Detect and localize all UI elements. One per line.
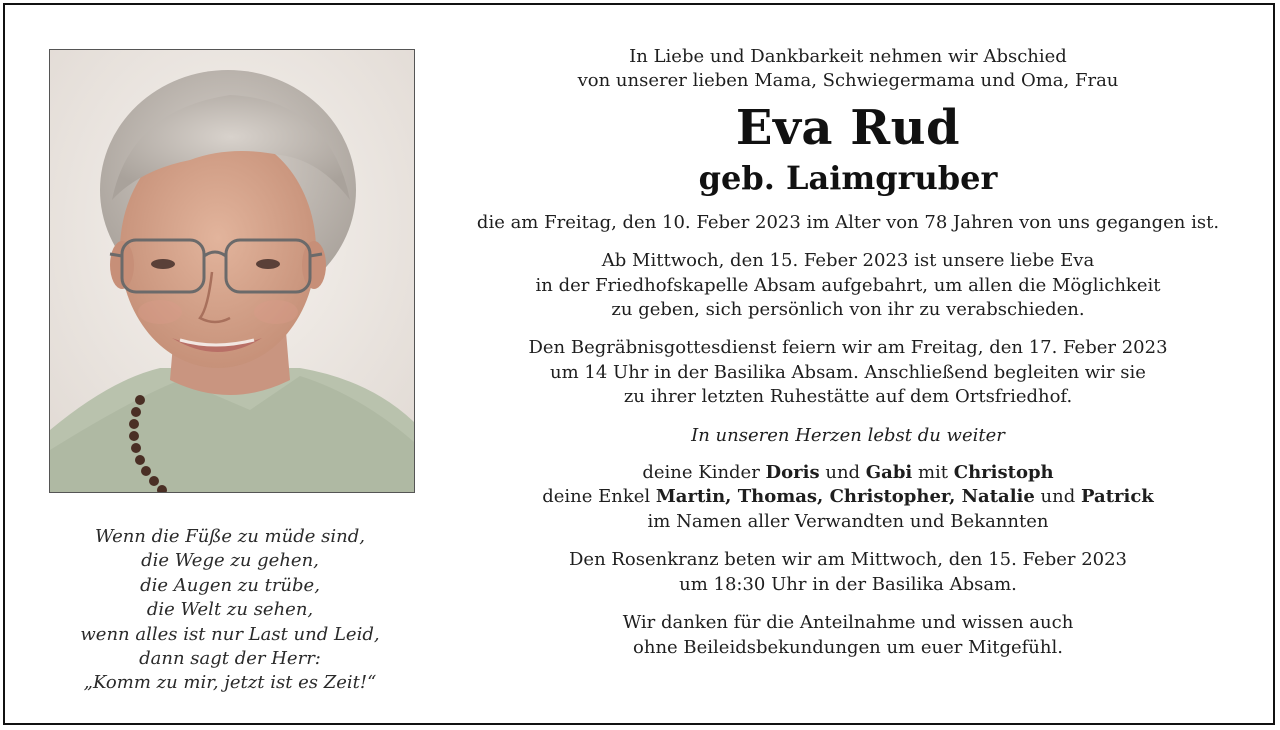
intro-line: von unserer lieben Mama, Schwiegermama und Oma, Frau (577, 70, 1119, 92)
children-line (443, 461, 1253, 485)
poem-line: die Augen zu trübe, (140, 574, 320, 596)
thanks-line: Wir danken für die Anteilnahme und wissen auch (622, 612, 1074, 634)
grandchildren-prefix: deine Enkel (542, 486, 656, 508)
grandchildren-line (443, 485, 1253, 509)
maiden-name: geb. Laimgruber (698, 158, 998, 197)
obituary-card (3, 3, 1275, 725)
motto: In unseren Herzen lebst du weiter (691, 424, 1005, 446)
poem-line: wenn alles ist nur Last und Leid, (80, 623, 380, 645)
death-notice: die am Freitag, den 10. Feber 2023 im Alter von 78 Jahren von uns gegangen ist. (476, 211, 1220, 233)
poem-line: „Komm zu mir, jetzt ist es Zeit!“ (83, 672, 377, 694)
child-name: Gabi (865, 462, 913, 484)
funeral-line: Den Begräbnisgottesdienst feiern wir am Freitag, den 17. Feber 2023 (528, 337, 1168, 359)
funeral-line: zu ihrer letzten Ruhestätte auf dem Ortsfriedhof. (623, 386, 1073, 408)
conjunction: und (819, 462, 866, 484)
grandchild-name: Patrick (1080, 486, 1154, 508)
thanks-line: ohne Beileidsbekundungen um euer Mitgefühl. (633, 636, 1063, 658)
poem (25, 525, 435, 696)
funeral-line: um 14 Uhr in der Basilika Absam. Anschließend begleiten wir sie (550, 361, 1146, 383)
rosary-line: um 18:30 Uhr in der Basilika Absam. (679, 573, 1017, 595)
viewing-line: zu geben, sich persönlich von ihr zu verabschieden. (611, 299, 1085, 321)
intro-line: In Liebe und Dankbarkeit nehmen wir Abschied (629, 46, 1067, 67)
rosary-line: Den Rosenkranz beten wir am Mittwoch, den 15. Feber 2023 (568, 549, 1128, 571)
obituary-text (443, 45, 1253, 660)
poem-line: Wenn die Füße zu müde sind, (95, 526, 365, 547)
poem-line: die Wege zu gehen, (141, 550, 319, 572)
partner-name: Christoph (953, 462, 1054, 484)
conjunction: mit (912, 462, 954, 484)
children-prefix: deine Kinder (642, 462, 766, 484)
relatives-line: im Namen aller Verwandten und Bekannten (647, 510, 1049, 532)
conjunction: und (1034, 486, 1081, 508)
child-name: Doris (765, 462, 820, 484)
poem-line: die Welt zu sehen, (146, 599, 314, 621)
portrait-photo (49, 49, 415, 493)
viewing-line: Ab Mittwoch, den 15. Feber 2023 ist unsere liebe Eva (601, 250, 1095, 272)
grandchildren-names: Martin, Thomas, Christopher, Natalie (655, 486, 1035, 508)
poem-line: dann sagt der Herr: (139, 648, 321, 670)
viewing-line: in der Friedhofskapelle Absam aufgebahrt, um allen die Möglichkeit (535, 274, 1161, 296)
deceased-name: Eva Rud (735, 99, 961, 156)
